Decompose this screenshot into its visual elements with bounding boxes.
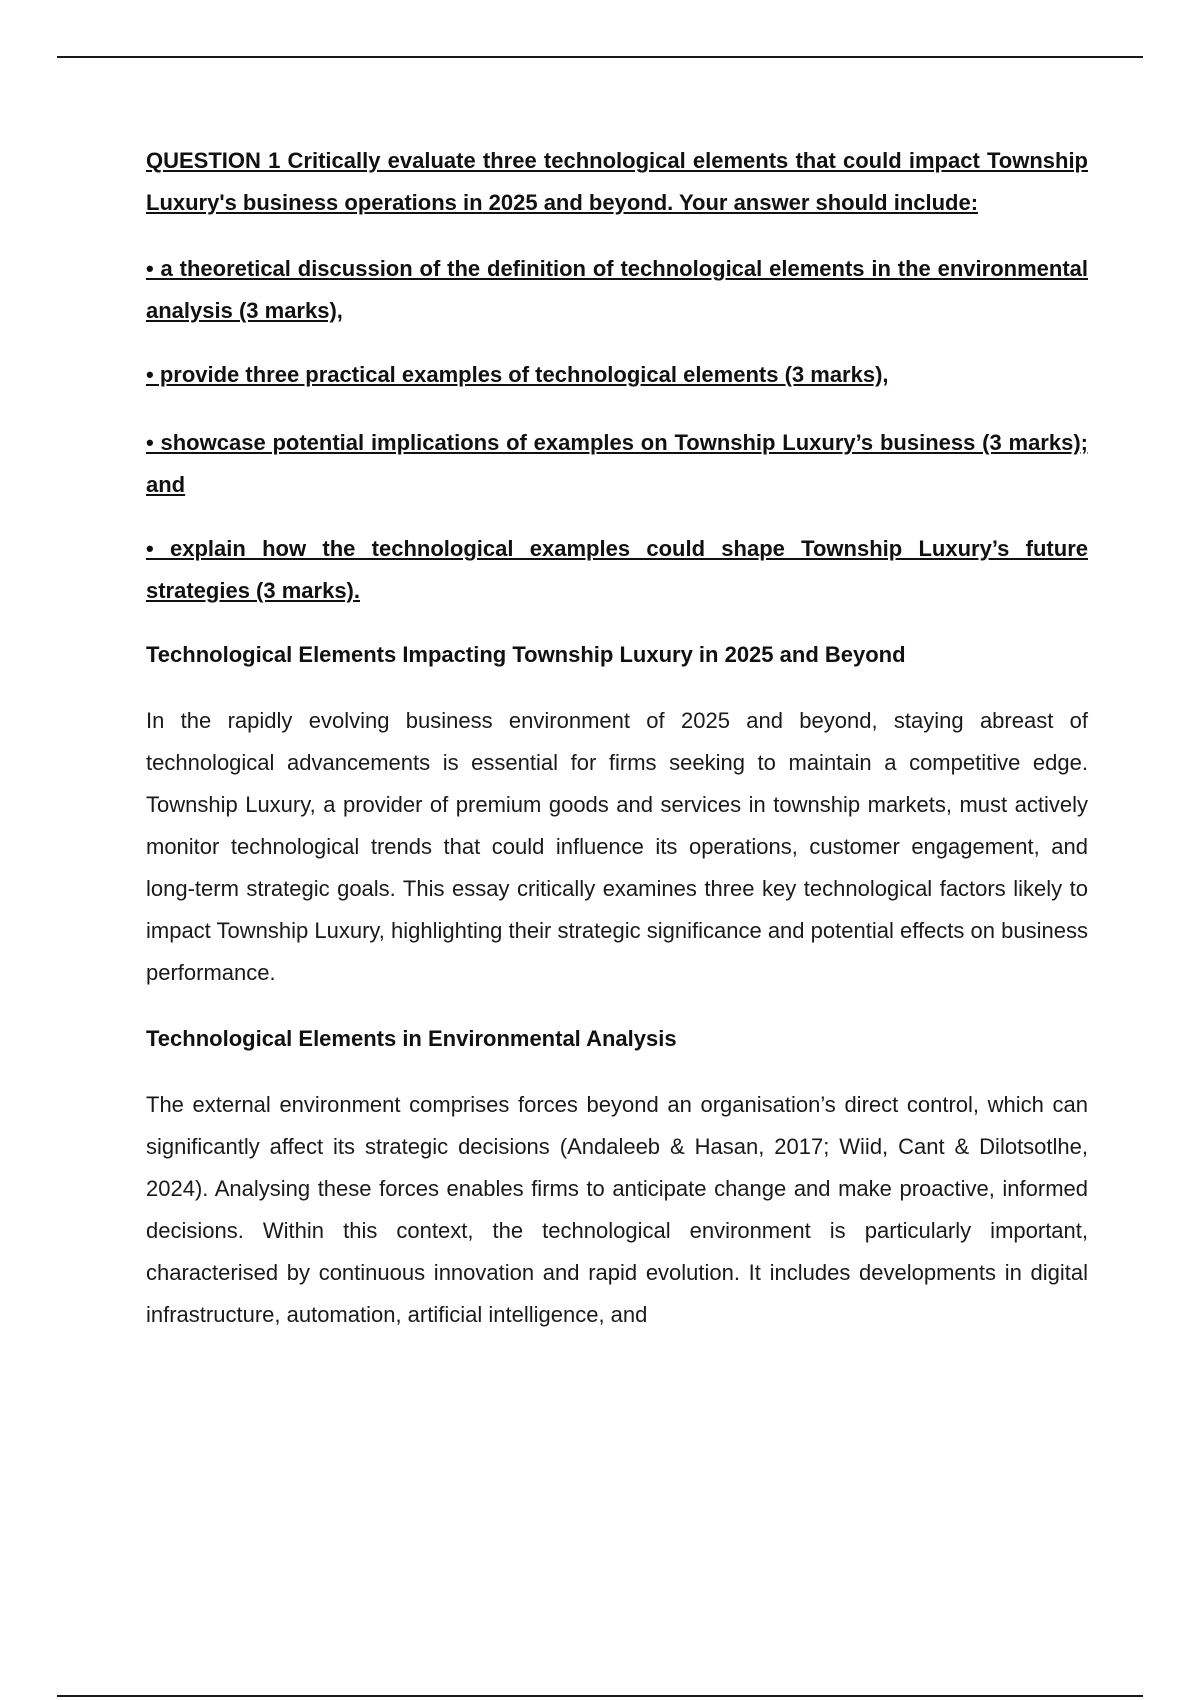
question-bullet-4: • explain how the technological examples could shape Township Luxury’s future strategies (3 marks). <box>146 536 1088 603</box>
bottom-divider <box>57 1695 1143 1697</box>
question-bullet-3: • showcase potential implications of examples on Township Luxury’s business (3 marks); and <box>146 430 1088 497</box>
question-bullet-2: • provide three practical examples of technological elements (3 marks), <box>146 362 889 387</box>
document-body <box>146 140 1088 1336</box>
section-paragraph-environmental-analysis: The external environment comprises forces beyond an organisation’s direct control, which can significantly affect its strategic decisions (Andaleeb & Hasan, 2017; Wiid, Cant & Dilotsotlhe, 2024). Analysing these forces enables firms to anticipate change and make proactive, informed decisions. Within this context, the technological environment is particularly important, characterised by continuous innovation and rapid evolution. It includes developments in digital infrastructure, automation, artificial intelligence, and <box>146 1092 1088 1327</box>
question-bullet-1: • a theoretical discussion of the definition of technological elements in the environmental analysis (3 marks), <box>146 256 1088 323</box>
section-heading-environmental-analysis: Technological Elements in Environmental Analysis <box>146 1026 677 1051</box>
section-heading-impact: Technological Elements Impacting Township Luxury in 2025 and Beyond <box>146 642 906 667</box>
section-paragraph-impact: In the rapidly evolving business environment of 2025 and beyond, staying abreast of technological advancements is essential for firms seeking to maintain a competitive edge. Township Luxury, a provider of premium goods and services in township markets, must actively monitor technological trends that could influence its operations, customer engagement, and long-term strategic goals. This essay critically examines three key technological factors likely to impact Township Luxury, highlighting their strategic significance and potential effects on business performance. <box>146 708 1088 985</box>
top-divider <box>57 56 1143 58</box>
question-intro: QUESTION 1 Critically evaluate three technological elements that could impact Township Luxury's business operations in 2025 and beyond. Your answer should include: <box>146 148 1088 215</box>
